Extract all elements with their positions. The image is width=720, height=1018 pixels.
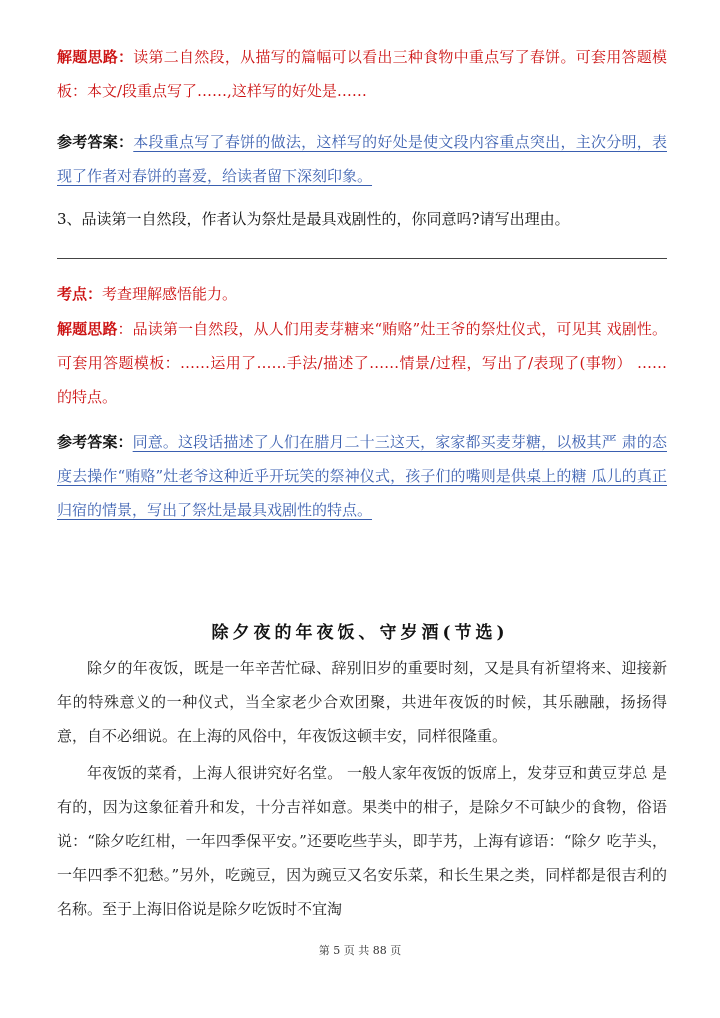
solution-idea-label-2: 解题思路 (57, 320, 118, 338)
solution-idea-text: 读第二自然段，从描写的篇幅可以看出三种食物中重点写了春饼。可套用答题模板：本文/段重点写了……,这样写的好处是…… (57, 48, 667, 100)
answer-line (57, 258, 667, 259)
test-point-text: 考查理解感悟能力。 (102, 285, 238, 303)
reference-answer-paragraph-2 (57, 425, 667, 527)
reference-answer-label: 参考答案： (57, 133, 134, 151)
article-paragraph-2: 年夜饭的菜肴，上海人很讲究好名堂。 一般人家年夜饭的饭席上，发芽豆和黄豆芽总 是有的，因为这象征着升和发，十分吉祥如意。果类中的柑子，是除夕不可缺少的食物，俗语说：“除夕吃红柑，一年四季保平安。”还要吃些芋头，即芋艿，上海有谚语：“除夕 吃芋头，一年四季不犯愁。”另外，吃豌豆，因为豌豆又名安乐菜，和长生果之类，同样都是很吉利的名称。至于上海旧俗说是除夕吃饭时不宜淘 (57, 764, 667, 918)
solution-idea-label: 解题思路： (57, 48, 134, 66)
solution-idea-paragraph-2 (57, 312, 667, 414)
article-paragraph-1: 除夕的年夜饭，既是一年辛苦忙碌、辞别旧岁的重要时刻，又是具有祈望将来、迎接新年的特殊意义的一种仪式，当全家老少合欢团聚，共进年夜饭的时候，其乐融融，扬扬得意，自不必细说。在上海的风俗中，年夜饭这顿丰安，同样很隆重。 (57, 659, 667, 745)
test-point-label: 考点： (57, 285, 103, 303)
reference-answer-text-2: 同意。这段话描述了人们在腊月二十三这天，家家都买麦芽糖，以极其严 肃的态度去操作“贿赂”灶老爷这种近乎开玩笑的祭神仪式，孩子们的嘴则是供桌上的糖 瓜儿的真正归宿的情景，写出了祭灶是最具戏剧性的特点。 (57, 433, 667, 519)
page-number-footer: 第 5 页 共 88 页 (318, 944, 402, 957)
solution-idea-paragraph-1 (57, 40, 667, 108)
question-3: 3、品读第一自然段，作者认为祭灶是最具戏剧性的，你同意吗?请写出理由。 (57, 210, 570, 228)
solution-idea-text-2: ：品读第一自然段，从人们用麦芽糖来“贿赂”灶王爷的祭灶仪式，可见其 戏剧性。可套用答题模板：……运用了……手法/描述了……情景/过程，写出了/表现了(事物） ……的特点。 (57, 320, 667, 406)
article-title: 除夕夜的年夜饭、守岁酒(节选) (211, 623, 509, 643)
reference-answer-paragraph-1 (57, 125, 667, 193)
test-point-paragraph (57, 277, 667, 311)
reference-answer-label-2: 参考答案： (57, 433, 133, 451)
reference-answer-text: 本段重点写了春饼的做法，这样写的好处是使文段内容重点突出，主次分明，表现了作者对春饼的喜爱，给读者留下深刻印象。 (57, 133, 667, 185)
